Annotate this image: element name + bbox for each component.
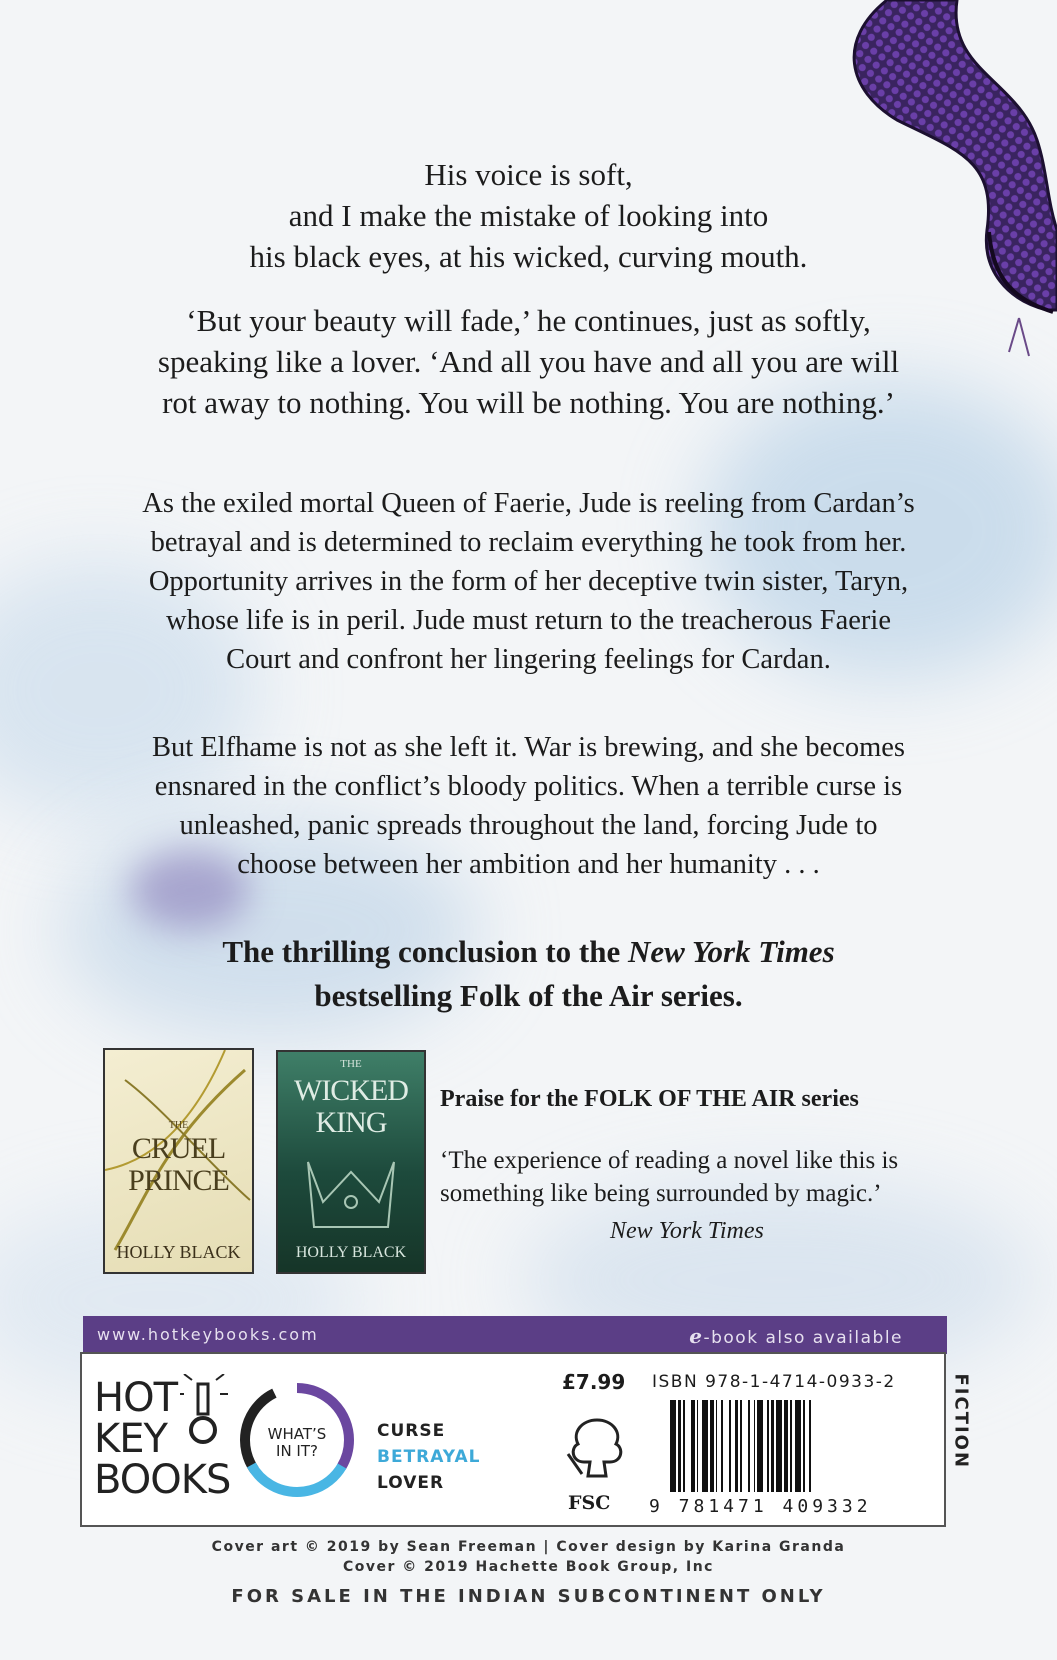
logo-line: KEY: [94, 1416, 167, 1462]
cover-credits: Cover art © 2019 by Sean Freeman | Cover design by Karina Granda: [211, 1539, 846, 1555]
quote-line: speaking like a lover. ‘And all you have and all you are will: [157, 344, 900, 379]
quote-line: and I make the mistake of looking into: [288, 198, 769, 233]
category-text: FICTION: [950, 1373, 972, 1470]
quote-line: rot away to nothing. You will be nothing. You are nothing.’: [162, 385, 895, 420]
whats-in-it-line: IN IT?: [276, 1442, 318, 1460]
barcode-bar: [691, 1400, 695, 1492]
cover-author: HOLLY BLACK: [295, 1244, 407, 1261]
barcode-bar: [809, 1400, 811, 1492]
barcode-bar: [721, 1400, 723, 1492]
ebook-e: e: [689, 1324, 704, 1348]
logo-line: BOOKS: [94, 1457, 231, 1503]
barcode-bar: [678, 1400, 682, 1492]
barcode: [670, 1400, 860, 1492]
barcode-bar: [670, 1400, 676, 1492]
info-box: [80, 1352, 946, 1527]
tagline-italic: New York Times: [627, 934, 835, 969]
logo-line: HOT: [94, 1375, 177, 1421]
series-tagline: [0, 930, 1057, 1018]
quote-line: His voice is soft,: [424, 157, 633, 192]
blurb-line: As the exiled mortal Queen of Faerie, Jude is reeling from Cardan’s: [142, 488, 915, 519]
blurb-line: betrayal and is determined to reclaim everything he took from her.: [150, 527, 907, 558]
barcode-bar: [771, 1400, 775, 1492]
barcode-bar: [697, 1400, 699, 1492]
barcode-bar: [757, 1400, 763, 1492]
fsc-tree-icon: [562, 1414, 632, 1484]
barcode-bar: [729, 1400, 731, 1492]
theme-list: [377, 1418, 480, 1496]
ebook-text: -book also available: [703, 1328, 903, 1348]
barcode-bar: [767, 1400, 769, 1492]
theme-betrayal: BETRAYAL: [377, 1447, 481, 1467]
blurb-paragraph: [0, 484, 1057, 679]
blurb-line: But Elfhame is not as she left it. War is brewing, and she becomes: [151, 732, 906, 763]
whats-in-it-line: WHAT’S: [267, 1425, 327, 1443]
praise-quote: [440, 1144, 1040, 1210]
cover-copyright: Cover © 2019 Hachette Book Group, Inc: [343, 1559, 714, 1575]
barcode-bar: [740, 1400, 742, 1492]
category-label: [944, 1373, 980, 1488]
price: £7.99: [562, 1370, 626, 1394]
barcode-bar: [803, 1400, 805, 1492]
fsc-label: FSC: [568, 1492, 611, 1514]
cover-title: CRUEL: [131, 1132, 226, 1165]
praise-line: something like being surrounded by magic.’: [440, 1180, 882, 1207]
barcode-bar: [784, 1400, 788, 1492]
theme-curse: CURSE: [377, 1421, 446, 1441]
theme-lover: LOVER: [377, 1473, 445, 1493]
blurb-paragraph: [0, 728, 1057, 884]
barcode-bar: [748, 1400, 750, 1492]
cover-title: PRINCE: [128, 1164, 229, 1197]
praise-line: ‘The experience of reading a novel like this is: [440, 1147, 899, 1174]
website-url: www.hotkeybooks.com: [97, 1325, 319, 1344]
cover-the: THE: [340, 1058, 362, 1070]
opening-quote: [0, 154, 1057, 423]
blurb-line: unleashed, panic spreads throughout the land, forcing Jude to: [179, 810, 878, 841]
book-cover-cruel-prince: [103, 1048, 254, 1274]
barcode-digits: 9 781471 409332: [649, 1496, 872, 1517]
whats-in-it-label: [237, 1426, 357, 1460]
tagline-text: The thrilling conclusion to the: [222, 934, 628, 969]
blurb-line: Opportunity arrives in the form of her deceptive twin sister, Taryn,: [148, 566, 909, 597]
key-icon: [180, 1374, 230, 1454]
website-band: [83, 1316, 947, 1354]
cover-title: KING: [315, 1106, 387, 1139]
praise-heading: Praise for the FOLK OF THE AIR series: [440, 1086, 859, 1112]
barcode-bar: [790, 1400, 792, 1492]
quote-line: his black eyes, at his wicked, curving mouth.: [249, 239, 808, 274]
praise-source: New York Times: [610, 1218, 764, 1244]
cover-title: WICKED: [294, 1074, 408, 1107]
isbn: ISBN 978-1-4714-0933-2: [652, 1372, 896, 1392]
sale-restriction: FOR SALE IN THE INDIAN SUBCONTINENT ONLY: [231, 1586, 826, 1607]
blurb-line: whose life is in peril. Jude must return to the treacherous Faerie: [166, 605, 891, 636]
barcode-bar: [795, 1400, 801, 1492]
book-cover-wicked-king: [276, 1050, 426, 1274]
ebook-note: [689, 1324, 903, 1348]
barcode-bar: [683, 1400, 685, 1492]
barcode-bar: [710, 1400, 714, 1492]
barcode-bar: [754, 1400, 756, 1492]
barcode-bar: [735, 1400, 739, 1492]
quote-line: ‘But your beauty will fade,’ he continues, just as softly,: [186, 303, 871, 338]
blurb-line: choose between her ambition and her humanity . . .: [237, 849, 820, 880]
barcode-bar: [776, 1400, 782, 1492]
cover-the: THE: [168, 1120, 189, 1131]
barcode-bar: [702, 1400, 708, 1492]
blurb-line: Court and confront her lingering feelings for Cardan.: [226, 644, 831, 675]
barcode-bar: [716, 1400, 718, 1492]
cover-author: HOLLY BLACK: [116, 1242, 241, 1262]
tagline-text: bestselling Folk of the Air series.: [314, 978, 743, 1013]
blurb-line: ensnared in the conflict’s bloody politics. When a terrible curse is: [154, 771, 903, 802]
